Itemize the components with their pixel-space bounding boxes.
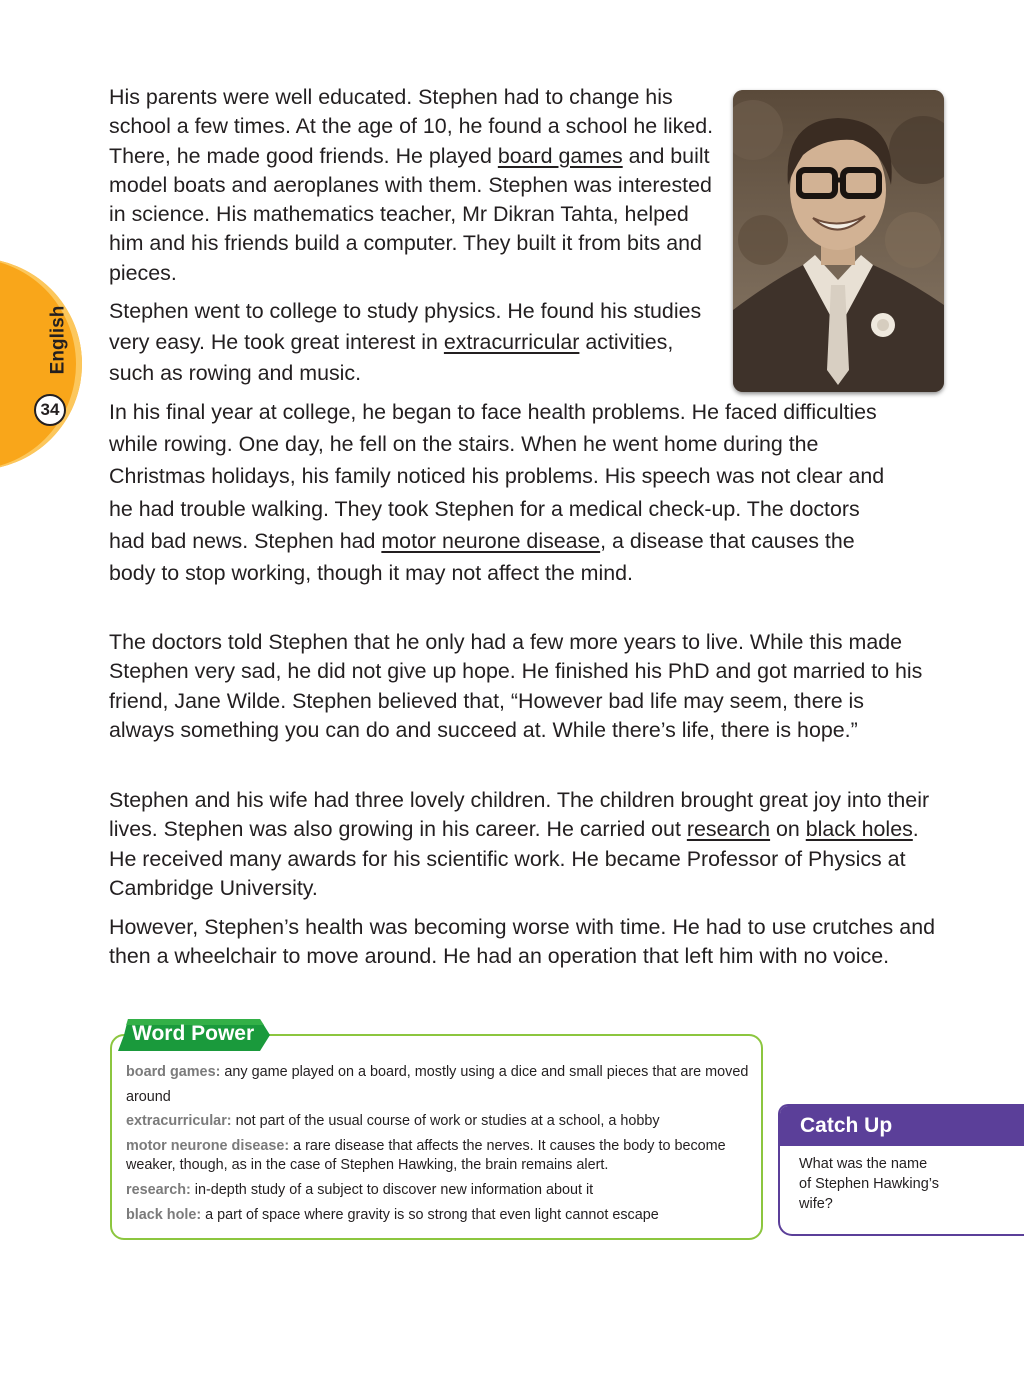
catch-up-header — [780, 1106, 1024, 1146]
p3-text-b: , a disease that causes the body to stop working, though it may not affect the mind. — [109, 528, 855, 586]
paragraph-4: The doctors told Stephen that he only had a few more years to live. While this made Stephen very sad, he did not give up hope. He finished his PhD and got married to his friend, Jane Wilde. Stephen believed that, “However bad life may seem, there is always something you can do and succeed at. While there’s life, there is hope.” — [109, 630, 923, 742]
glossary-term: black hole: — [126, 1207, 202, 1223]
page-number: 34 — [34, 394, 66, 426]
glossary-term-research: research — [686, 817, 771, 842]
word-power-title: Word Power — [132, 1022, 255, 1045]
subject-label-wrap — [30, 300, 86, 380]
glossary-entry — [126, 1137, 752, 1175]
p1-text-a: His parents were well educated. Stephen had to change his school a few times. At the age of 10, he found a school he liked. There, he made good friends. He played — [109, 85, 714, 168]
paragraph-5 — [109, 786, 935, 903]
glossary-term: motor neurone disease: — [126, 1138, 290, 1154]
paragraph-2 — [109, 296, 721, 389]
subject-label: English — [47, 305, 68, 375]
glossary-definition: not part of the usual course of work or studies at a school, a hobby — [231, 1113, 660, 1129]
glossary-entry — [126, 1206, 752, 1225]
glossary-term: research: — [126, 1182, 191, 1198]
portrait-illustration — [733, 90, 944, 392]
glossary-entry — [126, 1112, 752, 1131]
glossary-term-board-games: board games — [497, 143, 623, 168]
glossary-term: board games: — [126, 1064, 221, 1080]
glossary-term-motor-neurone-disease: motor neurone disease — [381, 528, 601, 553]
p1-text-b: and built model boats and aeroplanes with them. Stephen was interested in science. His mathematics teacher, Mr Dikran Tahta, helped him and his friends build a computer. They built it from bits and pieces. — [109, 143, 712, 285]
p5-text-b: on — [770, 817, 806, 842]
paragraph-3 — [109, 396, 899, 589]
p2-text-a: Stephen went to college to study physics. He found his studies very easy. He took great interest in — [109, 299, 702, 354]
paragraph-6: However, Stephen’s health was becoming worse with time. He had to use crutches and then a wheelchair to move around. He had an operation that left him with no voice. — [109, 915, 935, 969]
glossary-entry — [126, 1060, 752, 1110]
glossary-definition: a rare disease that affects the nerves. It causes the body to become weaker, though, as in the case of Stephen Hawking, the brain remains alert. — [126, 1138, 726, 1173]
p5-text-a: Stephen and his wife had three lovely children. The children brought great joy into their lives. Stephen was also growing in his career. He carried out — [109, 788, 930, 842]
catch-up-box — [778, 1104, 1024, 1236]
glossary-term-extracurricular: extracurricular — [443, 330, 580, 354]
glossary-definition: any game played on a board, mostly using a dice and small pieces that are moved around — [126, 1064, 749, 1105]
paragraph-1 — [109, 83, 721, 288]
glossary-term: extracurricular: — [126, 1113, 232, 1129]
p5-text-c: . He received many awards for his scientific work. He became Professor of Physics at Cambridge University. — [109, 817, 919, 900]
glossary-term-black-holes: black holes — [805, 817, 913, 842]
stephen-hawking-photo — [733, 90, 944, 392]
catch-up-title: Catch Up — [800, 1114, 893, 1137]
glossary-definition: in-depth study of a subject to discover new information about it — [190, 1182, 594, 1198]
p3-text-a: In his final year at college, he began to face health problems. He faced difficulties while rowing. One day, he fell on the stairs. When he went home during the Christmas holidays, his family noticed his problems. His speech was not clear and he had trouble walking. They took Stephen for a medical check-up. The doctors had bad news. Stephen had — [109, 400, 885, 553]
glossary-definition: a part of space where gravity is so strong that even light cannot escape — [201, 1207, 659, 1223]
glossary-entry — [126, 1181, 752, 1200]
catch-up-question: What was the name of Stephen Hawking’s wife? — [799, 1156, 939, 1212]
word-power-list — [126, 1060, 752, 1231]
p2-text-b: activities, such as rowing and music. — [109, 330, 674, 385]
